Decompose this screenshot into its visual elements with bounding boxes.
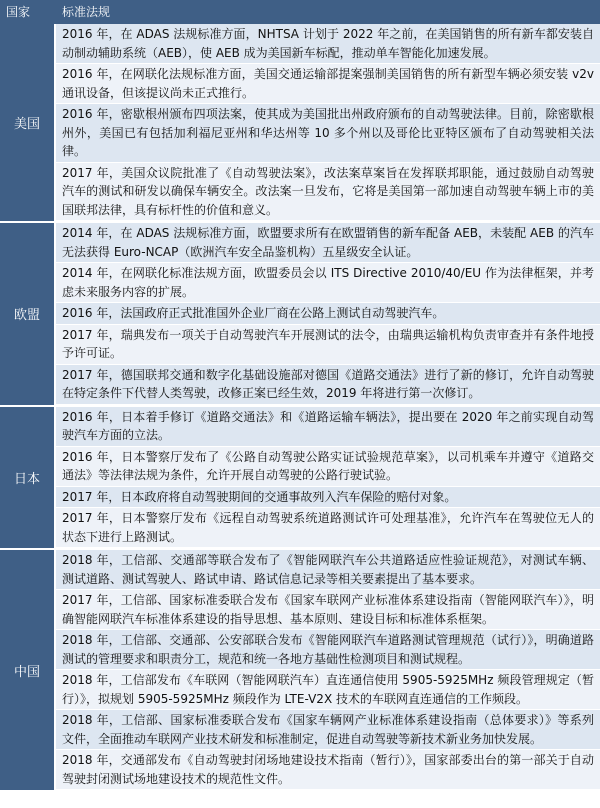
standard-row: 2016 年，日本着手修订《道路交通法》和《道路运输车辆法》，提出要在 2020 年之前实现自动驾驶汽车方面的立法。 — [56, 407, 600, 447]
standard-row: 2018 年，工信部、交通部、公安部联合发布《智能网联汽车道路测试管理规范（试行）》，明确道路测试的管理要求和职责分工，规范和统一各地方基础性检测项目和测试规程。 — [56, 630, 600, 670]
standard-row: 2016 年，在网联化法规标准方面，美国交通运输部提案强制美国销售的所有新型车辆必须安装 v2v 通讯设备，但该提议尚未正式推行。 — [56, 64, 600, 104]
country-cell: 欧盟 — [0, 223, 56, 405]
header-country: 国家 — [6, 5, 31, 19]
standard-row: 2016 年，在 ADAS 法规标准方面，NHTSA 计划于 2022 年之前，在美国销售的所有新车都安装自动制动辅助系统（AEB），使 AEB 成为美国新车标配，推动单车智能化加速发展。 — [56, 24, 600, 64]
standard-row: 2017 年，日本政府将自动驾驶期间的交通事故列入汽车保险的赔付对象。 — [56, 487, 600, 509]
country-cell: 中国 — [0, 550, 56, 790]
standard-row: 2017 年，瑞典发布一项关于自动驾驶汽车开展测试的法令，由瑞典运输机构负责审查并有条件地授予许可证。 — [56, 325, 600, 365]
country-group — [0, 223, 600, 407]
standard-row: 2018 年，工信部、交通部等联合发布了《智能网联汽车公共道路适应性验证规范》，对测试车辆、测试道路、测试驾驶人、路试申请、路试信息记录等相关要素提出了基本要求。 — [56, 550, 600, 590]
standard-row: 2018 年，工信部发布《车联网（智能网联汽车）直连通信使用 5905-5925MHz 频段管理规定（暂行）》，拟规划 5905-5925MHz 频段作为 LTE-V2X 技术的车联网直连通信的工作频段。 — [56, 670, 600, 710]
standard-row: 2014 年，在网联化标准法规方面，欧盟委员会以 ITS Directive 2010/40/EU 作为法律框架，并考虑未来服务内容的扩展。 — [56, 263, 600, 303]
table-header — [0, 0, 600, 24]
country-cell: 美国 — [0, 24, 56, 221]
standards-list — [56, 407, 600, 549]
standard-row: 2016 年，日本警察厅发布了《公路自动驾驶公路实证试验规范草案》，以司机乘车并遵守《道路交通法》等法律法规为条件，允许开展自动驾驶的公路行驶试验。 — [56, 447, 600, 487]
standard-row: 2018 年，交通部发布《自动驾驶封闭场地建设技术指南（暂行）》，国家部委出台的第一部关于自动驾驶封闭测试场地建设技术的规范性文件。 — [56, 750, 600, 790]
standard-row: 2017 年，工信部、国家标准委联合发布《国家车联网产业标准体系建设指南（智能网联汽车）》，明确智能网联汽车标准体系建设的指导思想、基本原则、建设目标和标准体系框架。 — [56, 590, 600, 630]
standards-list — [56, 24, 600, 221]
header-standard: 标准法规 — [62, 5, 111, 19]
standards-list — [56, 223, 600, 405]
standard-row: 2014 年，在 ADAS 法规标准方面，欧盟要求所有在欧盟销售的新车配备 AEB，未装配 AEB 的汽车无法获得 Euro-NCAP（欧洲汽车安全品鉴机构）五星级安全认证。 — [56, 223, 600, 263]
standard-row: 2018 年，工信部、国家标准委联合发布《国家车辆网产业标准体系建设指南（总体要求）》等系列文件，全面推动车联网产业技术研发和标准制定，促进自动驾驶等新技术新业务加快发展。 — [56, 710, 600, 750]
standard-row: 2017 年，美国众议院批准了《自动驾驶法案》，改法案草案旨在发挥联邦职能，通过鼓励自动驾驶汽车的测试和研发以确保车辆安全。改法案一旦发布，它将是美国第一部加速自动驾驶车辆上市的美国联邦法律，具有标杆性的价值和意义。 — [56, 163, 600, 222]
table-body — [0, 24, 600, 792]
standard-row: 2017 年，日本警察厅发布《远程自动驾驶系统道路测试许可处理基准》，允许汽车在驾驶位无人的状态下进行上路测试。 — [56, 508, 600, 548]
standard-row: 2016 年，密歇根州颁布四项法案，使其成为美国批出州政府颁布的自动驾驶法律。目前，除密歇根州外，美国已有包括加利福尼亚州和华达州等 10 多个州以及哥伦比亚特区颁布了自动驾驶相关法律。 — [56, 104, 600, 163]
country-group — [0, 24, 600, 223]
country-group — [0, 550, 600, 792]
standard-row: 2017 年，德国联邦交通和数字化基础设施部对德国《道路交通法》进行了新的修订，允许自动驾驶在特定条件下代替人类驾驶，改修正案已经生效，2019 年将进行第一次修订。 — [56, 365, 600, 405]
standard-row: 2016 年，法国政府正式批准国外企业厂商在公路上测试自动驾驶汽车。 — [56, 303, 600, 325]
standards-list — [56, 550, 600, 790]
country-group — [0, 407, 600, 551]
country-cell: 日本 — [0, 407, 56, 549]
